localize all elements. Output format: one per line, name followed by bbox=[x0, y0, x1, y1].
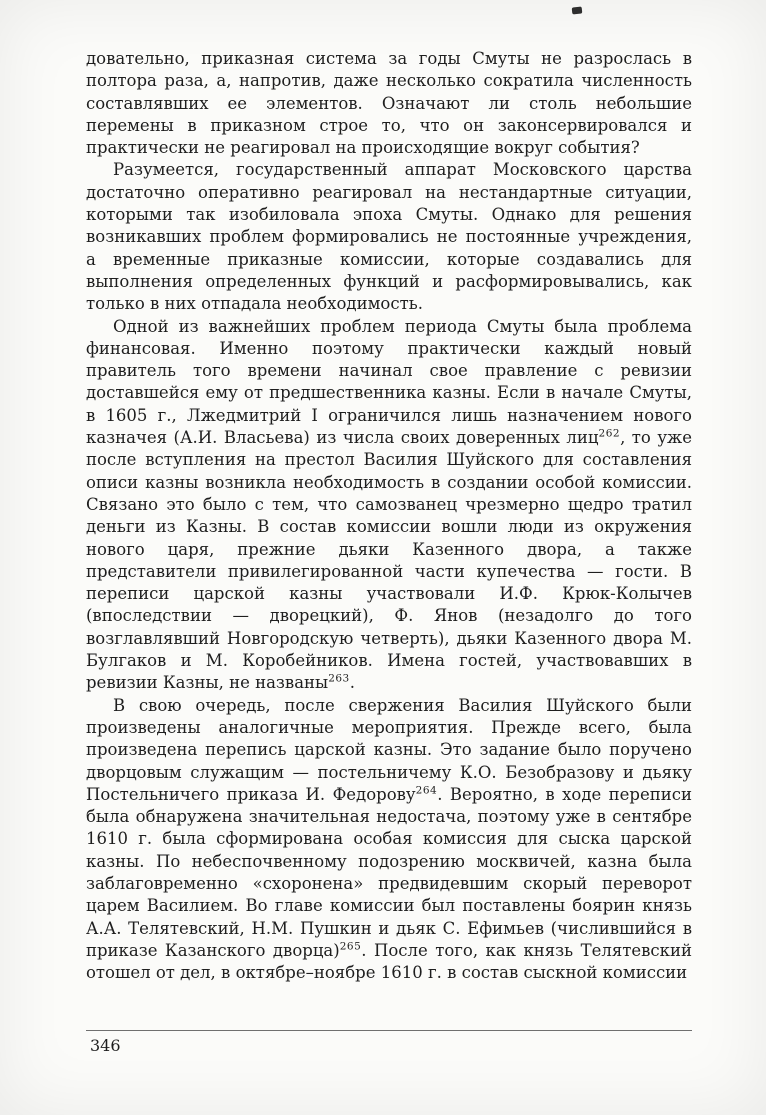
paragraph-3-text-3: . bbox=[349, 673, 355, 693]
scan-artifact bbox=[572, 6, 583, 14]
footer-rule bbox=[86, 1030, 692, 1031]
paragraph-4-text-3: . После того, как князь Телятевский отошел от дел, в октябре–ноябре 1610 г. в состав сыскной комиссии bbox=[86, 940, 692, 983]
paragraph-2: Разумеется, государственный аппарат Московского царства достаточно оперативно реагировал на нестандартные ситуации, которыми так изобиловала эпоха Смуты. Однако для решения возникавших проблем формировались не постоянные учреждения, а временные приказные комиссии, которые создавались для выполнения определенных функций и расформировывались, как только в них отпадала необходимость. bbox=[86, 160, 692, 314]
page-number: 346 bbox=[90, 1036, 121, 1055]
paragraph-4-text-1: В свою очередь, после свержения Василия Шуйского были произведены аналогичные мероприятия. Прежде всего, была произведена перепись царской казны. Это задание было поручено дворцовым служащим — постельничему К.О. Безобразову и дьяку Постельничего приказа И. Федорову bbox=[86, 695, 692, 804]
paragraph-3 bbox=[86, 316, 692, 695]
paragraph-3-text-2: , то уже после вступления на престол Василия Шуйского для составления описи казны возникла необходимость в создании особой комиссии. Связано это было с тем, что самозванец чрезмерно щедро тратил деньги из Казны. В состав комиссии вошли люди из окружения нового царя, прежние дьяки Казенного двора, а также представители привилегированной части купечества — гости. В переписи царской казны участвовали И.Ф. Крюк-Колычев (впоследствии — дворецкий), Ф. Янов (незадолго до того возглавлявший Новгородскую четверть), дьяки Казенного двора М. Булгаков и М. Коробейников. Имена гостей, участвовавших в ревизии Казны, не названы bbox=[86, 428, 692, 693]
footnote-ref-264: 264 bbox=[415, 784, 438, 797]
page-text bbox=[86, 48, 692, 984]
paragraph-1: довательно, приказная система за годы Смуты не разрослась в полтора раза, а, напротив, даже несколько сократила численность составлявших ее элементов. Означают ли столь небольшие перемены в приказном строе то, что он законсервировался и практически не реагировал на происходящие вокруг события? bbox=[86, 49, 692, 158]
footnote-ref-262: 262 bbox=[598, 427, 621, 440]
paragraph-4-text-2: . Вероятно, в ходе переписи была обнаружена значительная недостача, поэтому уже в сентябре 1610 г. была сформирована особая комиссия для сыска царской казны. По небеспочвенному подозрению москвичей, казна была заблаговременно «схоронена» предвидевшим скорый переворот царем Василием. Во главе комиссии был поставлены боярин князь А.А. Телятевский, Н.М. Пушкин и дьяк С. Ефимьев (числившийся в приказе Казанского дворца) bbox=[86, 784, 692, 960]
paragraph-3-text-1: Одной из важнейших проблем периода Смуты была проблема финансовая. Именно поэтому практически каждый новый правитель того времени начинал свое правление с ревизии доставшейся ему от предшественника казны. Если в начале Смуты, в 1605 г., Лжедмитрий I ограничился лишь назначением нового казначея (А.И. Власьева) из числа своих доверенных лиц bbox=[86, 316, 692, 448]
footnote-ref-265: 265 bbox=[339, 940, 362, 953]
paragraph-4 bbox=[86, 695, 692, 985]
footnote-ref-263: 263 bbox=[328, 672, 350, 685]
page-footer bbox=[86, 1030, 692, 1055]
